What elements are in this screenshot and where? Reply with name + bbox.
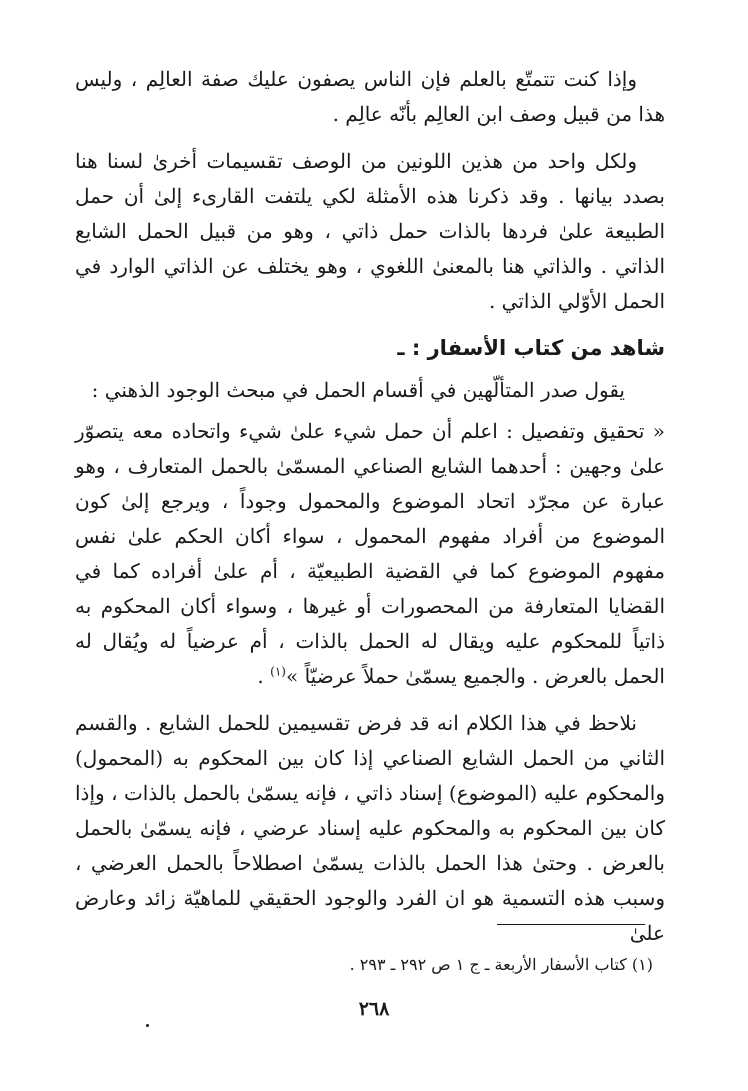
- section-heading: شاهد من كتاب الأسفار : ـ: [397, 336, 665, 360]
- quote-text: « تحقيق وتفصيل : اعلم أن حمل شيء علىٰ شيء واتحاده معه يتصوّر علىٰ وجهين : أحدهما الشايع الصناعي المسمّىٰ بالحمل المتعارف ، وهو عبارة عن مجرّد اتحاد الموضوع والمحمول وجوداً ، ويرجع إلىٰ كون الموضوع من أفراد مفهوم المحمول ، سواء أكان الحكم علىٰ نفس مفهوم الموضوع كما في القضية الطبيعيّة ، أم علىٰ أفراده كما في القضايا المتعارفة من المحصورات أو غيرها ، وسواء أكان المحكوم به ذاتياً للمحكوم عليه ويقال له الحمل بالذات ، أم عرضياً له ويُقال له الحمل بالعرض . والجميع يسمّىٰ حملاً عرضيّاً »: [75, 419, 665, 688]
- paragraph-2: ولكل واحد من هذين اللونين من الوصف تقسيمات أخرىٰ لسنا هنا بصدد بيانها . وقد ذكرنا هذه الأمثلة لكي يلتفت القارىء إلىٰ أن حمل الطبيعة علىٰ فردها بالذات حمل ذاتي ، وهو من قبيل الحمل الشايع الذاتي . والذاتي هنا بالمعنىٰ اللغوي ، وهو يختلف عن الذاتي الوارد في الحمل الأوّلي الذاتي .: [75, 149, 665, 313]
- page-body: [75, 62, 665, 963]
- paragraph-3: نلاحظ في هذا الكلام انه قد فرض تقسيمين للحمل الشايع . والقسم الثاني من الحمل الشايع الصناعي إذا كان بين المحكوم به (المحمول) والمحكوم عليه (الموضوع) إسناد ذاتي ، فإنه يسمّىٰ بالحمل بالذات ، وإذا كان بين المحكوم به والمحكوم عليه إسناد عرضي ، فإنه يسمّىٰ بالحمل بالعرض . وحتىٰ هذا الحمل بالذات يسمّىٰ اصطلاحاً بالحمل العرضي ، وسبب هذه التسمية هو ان الفرد والوجود الحقيقي للماهيّة زائد وعارض علىٰ: [75, 711, 666, 945]
- page-number: ٢٦٨: [358, 998, 390, 1020]
- paragraph-1: وإذا كنت تتمتّع بالعلم فإن الناس يصفون عليك صفة العالِم ، وليس هذا من قبيل وصف ابن العالِم بأنّه عالِم .: [75, 67, 665, 126]
- footnote-ref: (١): [270, 664, 286, 679]
- footnote-divider: [497, 924, 645, 925]
- print-speck: [146, 1024, 149, 1027]
- footnote: (١) كتاب الأسفار الأربعة ـ ج ١ ص ٢٩٢ ـ ٢٩٣ .: [349, 955, 653, 974]
- quote-end: .: [257, 664, 271, 688]
- asfar-quote: [75, 414, 665, 694]
- quote-intro: يقول صدر المتألّهين في أقسام الحمل في مبحث الوجود الذهني :: [91, 378, 625, 402]
